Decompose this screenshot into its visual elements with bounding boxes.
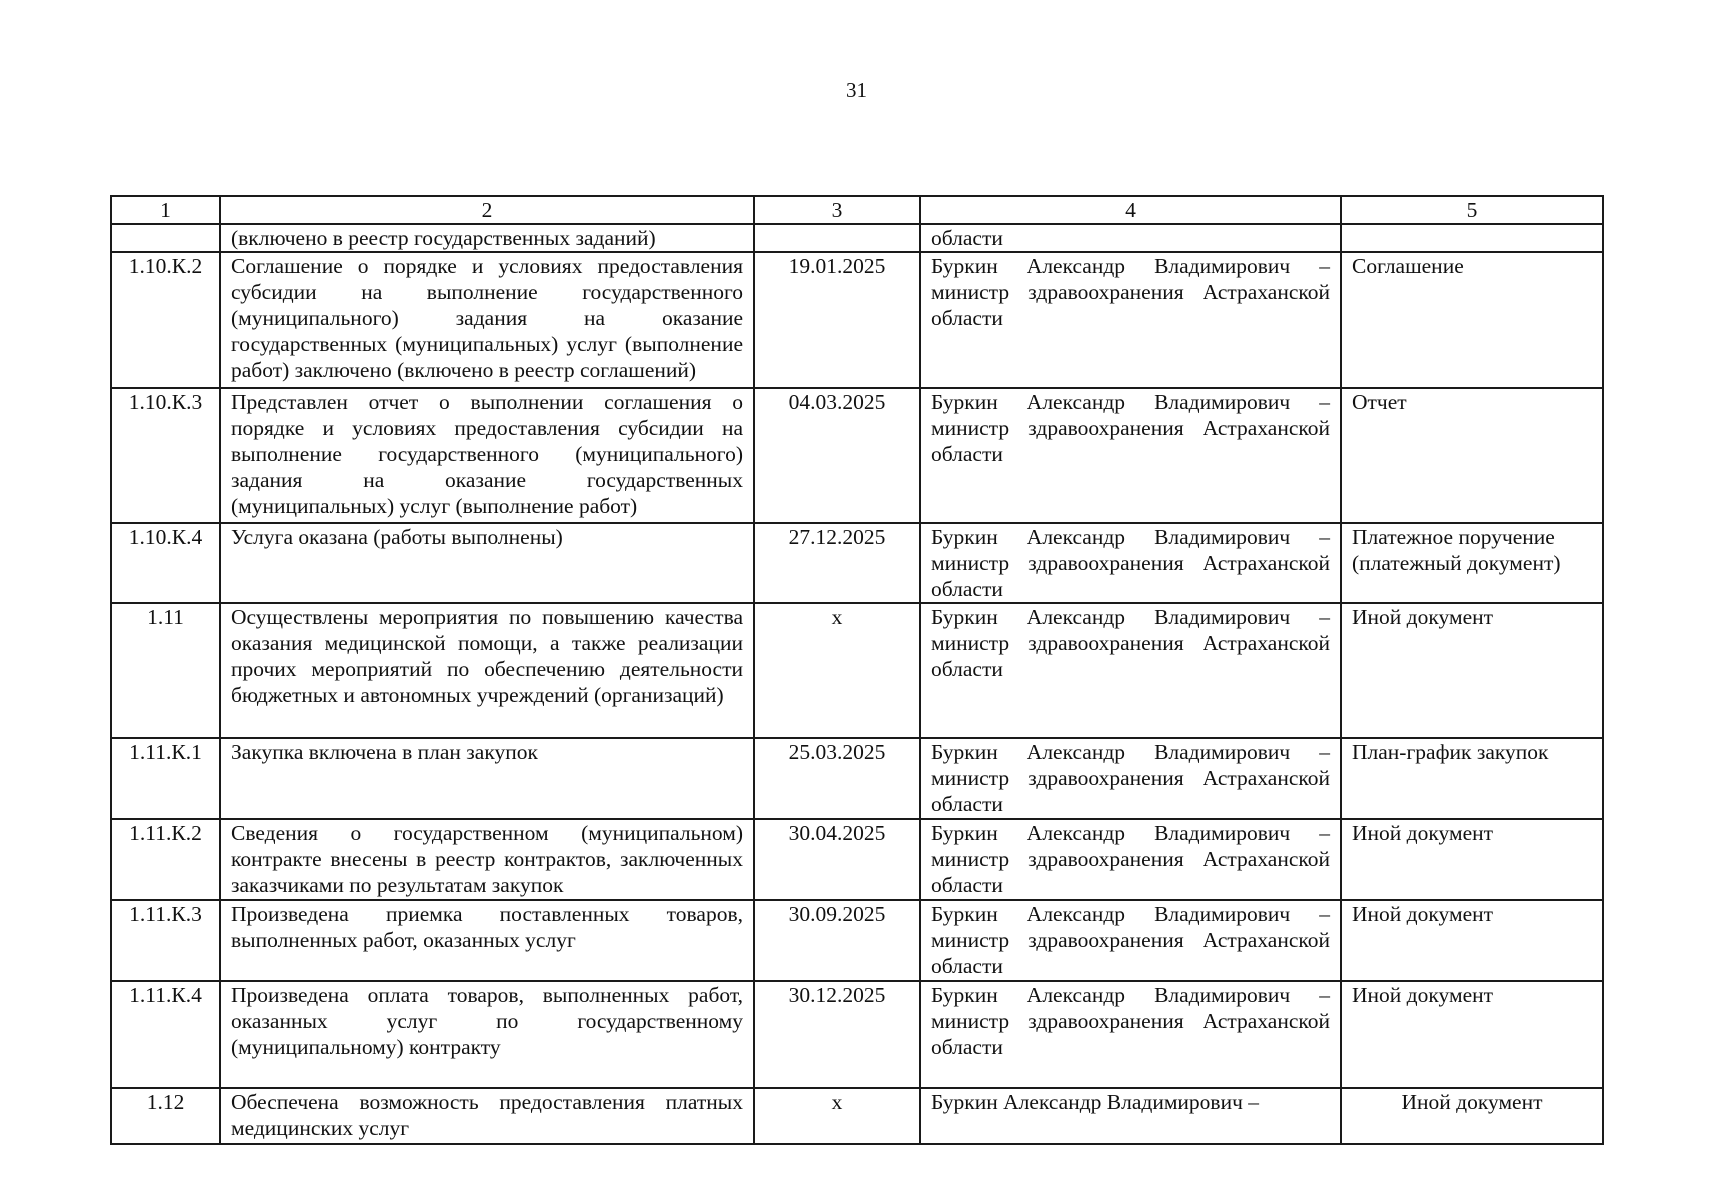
cell-date: 27.12.2025 bbox=[754, 523, 920, 603]
cell-document: Иной документ bbox=[1341, 1088, 1603, 1144]
cell-document: Платежное поручение (платежный документ) bbox=[1341, 523, 1603, 603]
table-row bbox=[111, 388, 1603, 523]
cell-text: Произведена оплата товаров, выполненных работ, оказанных услуг по государственному (муниципальному) контракту bbox=[220, 981, 754, 1088]
cell-text: Представлен отчет о выполнении соглашения о порядке и условиях предоставления субсидии на выполнение государственного (муниципального) задания на оказание государственных (муниципальных) услуг (выполнение работ) bbox=[220, 388, 754, 523]
control-points-table bbox=[110, 195, 1604, 1145]
table-row bbox=[111, 900, 1603, 981]
cell-responsible: Буркин Александр Владимирович – министр здравоохранения Астраханской области bbox=[920, 738, 1341, 819]
cell-num: 1.12 bbox=[111, 1088, 220, 1144]
cell-num: 1.10.К.3 bbox=[111, 388, 220, 523]
cell-date: 04.03.2025 bbox=[754, 388, 920, 523]
header-cell-3: 3 bbox=[754, 196, 920, 224]
cell-text: Осуществлены мероприятия по повышению качества оказания медицинской помощи, а также реализации прочих мероприятий по обеспечению деятельности бюджетных и автономных учреждений (организаций) bbox=[220, 603, 754, 738]
cell-responsible: Буркин Александр Владимирович – министр здравоохранения Астраханской области bbox=[920, 388, 1341, 523]
cell-document: Иной документ bbox=[1341, 981, 1603, 1088]
cell-responsible: Буркин Александр Владимирович – министр здравоохранения Астраханской области bbox=[920, 252, 1341, 388]
table-row bbox=[111, 738, 1603, 819]
cell-date: 19.01.2025 bbox=[754, 252, 920, 388]
header-cell-4: 4 bbox=[920, 196, 1341, 224]
cell-num: 1.11.К.3 bbox=[111, 900, 220, 981]
cell-text: Закупка включена в план закупок bbox=[220, 738, 754, 819]
cell-num bbox=[111, 224, 220, 252]
cell-responsible: Буркин Александр Владимирович – министр здравоохранения Астраханской области bbox=[920, 603, 1341, 738]
cell-document: Иной документ bbox=[1341, 900, 1603, 981]
cell-date: 30.09.2025 bbox=[754, 900, 920, 981]
cell-document: Соглашение bbox=[1341, 252, 1603, 388]
cell-responsible: Буркин Александр Владимирович – министр здравоохранения Астраханской области bbox=[920, 981, 1341, 1088]
cell-document: Отчет bbox=[1341, 388, 1603, 523]
page-number: 31 bbox=[846, 78, 867, 102]
cell-date: х bbox=[754, 1088, 920, 1144]
cell-text: Сведения о государственном (муниципальном) контракте внесены в реестр контрактов, заключенных заказчиками по результатам закупок bbox=[220, 819, 754, 900]
table-row bbox=[111, 819, 1603, 900]
cell-text: Обеспечена возможность предоставления платных медицинских услуг bbox=[220, 1088, 754, 1144]
header-row bbox=[111, 196, 1603, 224]
table-row bbox=[111, 603, 1603, 738]
cell-date: х bbox=[754, 603, 920, 738]
cell-document: Иной документ bbox=[1341, 603, 1603, 738]
cell-text: Соглашение о порядке и условиях предоставления субсидии на выполнение государственного (муниципального) задания на оказание государственных (муниципальных) услуг (выполнение работ) заключено (включено в реестр соглашений) bbox=[220, 252, 754, 388]
cell-text: Услуга оказана (работы выполнены) bbox=[220, 523, 754, 603]
cell-document: План-график закупок bbox=[1341, 738, 1603, 819]
header-cell-5: 5 bbox=[1341, 196, 1603, 224]
cell-document: Иной документ bbox=[1341, 819, 1603, 900]
continuation-row bbox=[111, 224, 1603, 252]
cell-date: 30.04.2025 bbox=[754, 819, 920, 900]
cell-date: 25.03.2025 bbox=[754, 738, 920, 819]
cell-num: 1.11.К.2 bbox=[111, 819, 220, 900]
header-cell-1: 1 bbox=[111, 196, 220, 224]
cell-responsible: Буркин Александр Владимирович – bbox=[920, 1088, 1341, 1144]
cell-document bbox=[1341, 224, 1603, 252]
cell-text: (включено в реестр государственных заданий) bbox=[220, 224, 754, 252]
cell-responsible: области bbox=[920, 224, 1341, 252]
table-row bbox=[111, 1088, 1603, 1144]
cell-responsible: Буркин Александр Владимирович – министр здравоохранения Астраханской области bbox=[920, 900, 1341, 981]
cell-num: 1.11.К.4 bbox=[111, 981, 220, 1088]
cell-date bbox=[754, 224, 920, 252]
cell-responsible: Буркин Александр Владимирович – министр здравоохранения Астраханской области bbox=[920, 819, 1341, 900]
table-row bbox=[111, 981, 1603, 1088]
cell-num: 1.11 bbox=[111, 603, 220, 738]
table-row bbox=[111, 523, 1603, 603]
cell-num: 1.10.К.2 bbox=[111, 252, 220, 388]
table-row bbox=[111, 252, 1603, 388]
header-cell-2: 2 bbox=[220, 196, 754, 224]
cell-date: 30.12.2025 bbox=[754, 981, 920, 1088]
cell-text: Произведена приемка поставленных товаров, выполненных работ, оказанных услуг bbox=[220, 900, 754, 981]
cell-num: 1.11.К.1 bbox=[111, 738, 220, 819]
cell-responsible: Буркин Александр Владимирович – министр здравоохранения Астраханской области bbox=[920, 523, 1341, 603]
cell-num: 1.10.К.4 bbox=[111, 523, 220, 603]
